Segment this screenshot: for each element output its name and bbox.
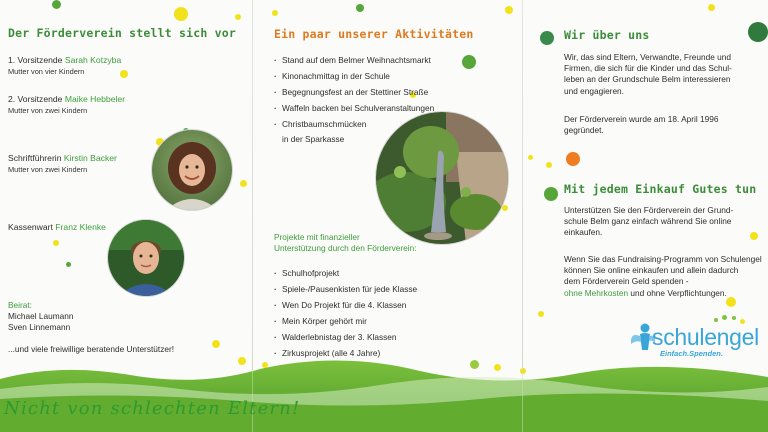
logo-tagline: Einfach.Spenden. [660, 349, 723, 358]
fold-line [522, 0, 523, 370]
member-2 [8, 94, 125, 116]
about-line: Firmen, die sich für die Kinder und das Schul- [564, 63, 732, 74]
member-name: Maike Hebbeler [64, 94, 126, 104]
support-line: einkaufen. [564, 227, 603, 238]
beirat-name: Michael Laumann [8, 311, 74, 322]
program-line: können Sie online einkaufen und allein dadurch [564, 265, 739, 276]
projects-heading-line: Projekte mit finanzieller [274, 232, 360, 242]
list-item: · Stand auf dem Belmer Weihnachtsmarkt [274, 52, 434, 68]
list-item: · Begegnungsfest an der Stettiner Straße [274, 84, 434, 100]
star-dot [722, 315, 727, 320]
projects-heading [274, 232, 417, 254]
program-line: Wenn Sie das Fundraising-Programm von Schulengel [564, 254, 762, 264]
list-item: · Mein Körper gehört mir [274, 313, 417, 329]
program-line: dem Förderverein Geld spenden - [564, 276, 689, 287]
member-note: Mutter von zwei Kindern [8, 106, 88, 116]
list-item: · Wen Do Projekt für die 4. Klassen [274, 297, 417, 313]
projects-heading-line: Unterstützung durch den Förderverein: [274, 243, 417, 254]
logo-wordmark: schulengel [652, 324, 759, 350]
beirat-block [8, 300, 74, 334]
list-item: · Waffeln backen bei Schulveranstaltungen [274, 100, 434, 116]
photo-garden-sculpture [376, 112, 508, 244]
beirat-label: Beirat: [8, 300, 32, 310]
activity-continuation: in der Sparkasse [282, 134, 345, 144]
photo-franz-klenke [108, 220, 184, 296]
panel-board [0, 0, 252, 370]
activities-heading: Ein paar unserer Aktivitäten [274, 27, 474, 41]
member-note: Mutter von zwei Kindern [8, 165, 88, 175]
list-item: · Walderlebnistag der 3. Klassen [274, 329, 417, 345]
about-line: leben an der Grundschule Belm interessieren [564, 74, 731, 85]
schulengel-logo [628, 318, 760, 362]
program-line-end: und ohne Verpflichtungen. [628, 287, 727, 298]
photo-kirstin-backer [152, 130, 232, 210]
support-text [564, 205, 733, 239]
member-role: 2. Vorsitzende [8, 94, 65, 104]
support-line: Unterstützen Sie den Förderverein der Grund- [564, 205, 734, 215]
shopping-heading: Mit jedem Einkauf Gutes tun [564, 182, 757, 196]
beirat-name: Sven Linnemann [8, 322, 71, 333]
fold-line [252, 0, 253, 370]
support-line: schule Belm ganz einfach während Sie online [564, 216, 732, 227]
list-item: · Zirkusprojekt (alle 4 Jahre) [274, 345, 417, 361]
member-role: 1. Vorsitzende [8, 55, 65, 65]
star-dot [714, 318, 718, 322]
list-item: · Christbaumschmücken [274, 116, 434, 132]
member-name: Franz Klenke [55, 222, 106, 232]
slogan: Nicht von schlechten Eltern! [4, 398, 301, 419]
member-1 [8, 55, 121, 77]
founded-line: gegründet. [564, 125, 604, 136]
founded-text [564, 114, 719, 136]
about-line: Wir, das sind Eltern, Verwandte, Freunde und [564, 52, 731, 62]
panel-activities [262, 0, 520, 370]
about-text [564, 52, 732, 97]
member-name: Kirstin Backer [63, 153, 117, 163]
program-text [564, 254, 762, 299]
star-dot [732, 316, 736, 320]
list-item: · Kinonachmittag in der Schule [274, 68, 434, 84]
member-3 [8, 153, 117, 175]
projects-list [274, 265, 417, 362]
member-role: Kassenwart [8, 222, 56, 232]
panel-about [530, 0, 768, 370]
footer-wave [0, 355, 768, 432]
about-line: und engagieren. [564, 85, 624, 96]
list-item: · Schulhofprojekt [274, 265, 417, 281]
about-heading: Wir über uns [564, 28, 650, 42]
founded-line: Der Förderverein wurde am 18. April 1996 [564, 114, 719, 124]
board-heading: Der Förderverein stellt sich vor [8, 26, 236, 40]
member-role: Schriftführerin [8, 153, 64, 163]
member-note: Mutter von vier Kindern [8, 67, 85, 77]
member-4 [8, 222, 106, 233]
no-extra-cost-text: ohne Mehrkosten [564, 287, 629, 298]
member-name: Sarah Kotzyba [64, 55, 122, 65]
supporters-note: ...und viele freiwillige beratende Unterstützer! [8, 344, 175, 354]
list-item: · Spiele-/Pausenkisten für jede Klasse [274, 281, 417, 297]
